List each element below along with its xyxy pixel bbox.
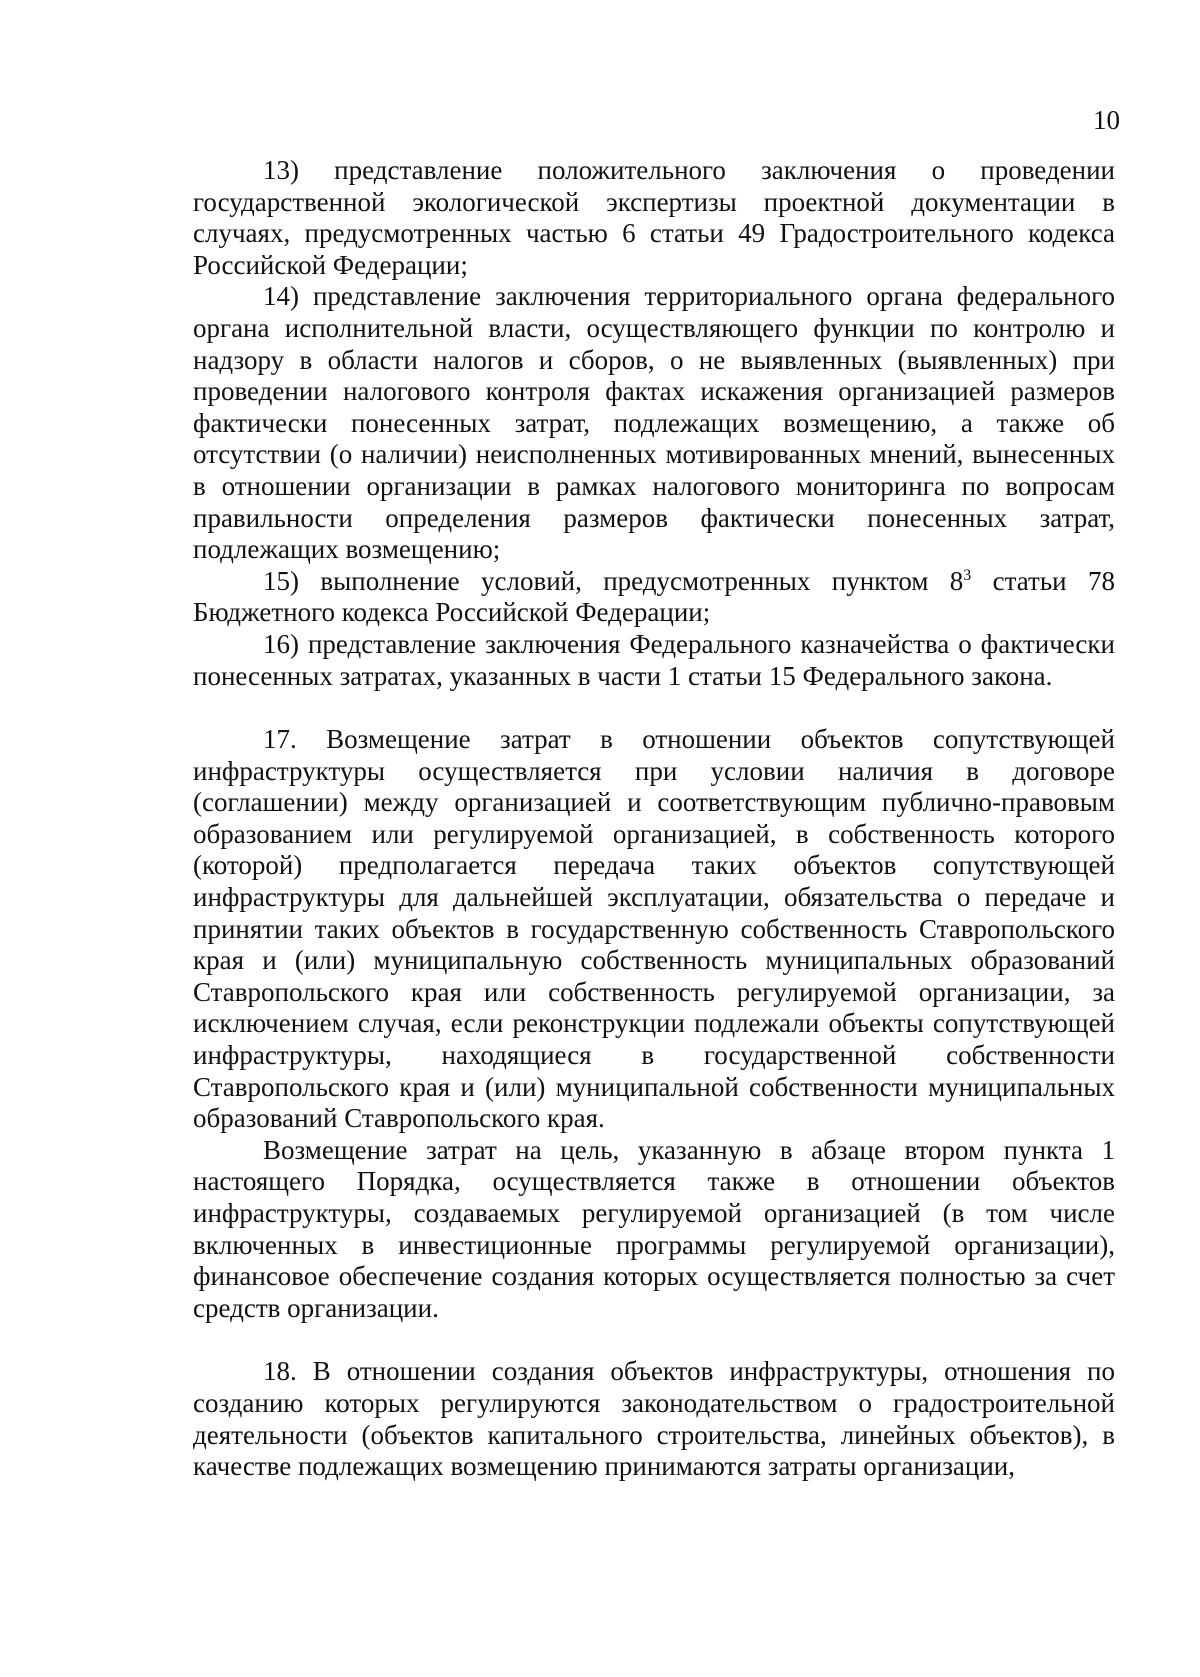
section-gap bbox=[193, 692, 1115, 724]
paragraph-14: 14) представление заключения территориального органа федерального органа исполнительной власти, осуществляющего функции по контролю и надзору в области налогов и сборов, о не выявленных (выявленных) при проведении налогового контроля фактах искажения организацией размеров фактически понесенных затрат, подлежащих возмещению, а также об отсутствии (о наличии) неисполненных мотивированных мнений, вынесенных в отношении организации в рамках налогового мониторинга по вопросам правильности определения размеров фактически понесенных затрат, подлежащих возмещению; bbox=[193, 281, 1115, 565]
paragraph-13: 13) представление положительного заключения о проведении государственной экологической экспертизы проектной документации в случаях, предусмотренных частью 6 статьи 49 Градостроительного кодекса Российской Федерации; bbox=[193, 155, 1115, 280]
paragraph-15-text-end: статьи 78 Бюджетного кодекса Российской Федерации; bbox=[193, 565, 1115, 628]
paragraph-16: 16) представление заключения Федерального казначейства о фактически понесенных затратах, указанных в части 1 статьи 15 Федерального закона. bbox=[193, 628, 1115, 691]
page-number: 10 bbox=[1093, 105, 1120, 135]
paragraph-15 bbox=[193, 566, 1115, 629]
paragraph-18: 18. В отношении создания объектов инфраструктуры, отношения по созданию которых регулируются законодательством о градостроительной деятельности (объектов капитального строительства, линейных объектов), в качестве подлежащих возмещению принимаются затраты организации, bbox=[193, 1356, 1115, 1482]
paragraph-17: 17. Возмещение затрат в отношении объектов сопутствующей инфраструктуры осуществляется при условии наличия в договоре (соглашении) между организацией и соответствующим публично-правовым образованием или регулируемой организацией, в собственность которого (которой) предполагается передача таких объектов сопутствующей инфраструктуры для дальнейшей эксплуатации, обязательства о передаче и принятии таких объектов в государственную собственность Ставропольского края и (или) муниципальную собственность муниципальных образований Ставропольского края или собственность регулируемой организации, за исключением случая, если реконструкции подлежали объекты сопутствующей инфраструктуры, находящиеся в государственной собственности Ставропольского края и (или) муниципальной собственности муниципальных образований Ставропольского края. bbox=[193, 724, 1115, 1134]
section-gap bbox=[193, 1324, 1115, 1356]
paragraph-17-second: Возмещение затрат на цель, указанную в абзаце втором пункта 1 настоящего Порядка, осуществляется также в отношении объектов инфраструктуры, создаваемых регулируемой организацией (в том числе включенных в инвестиционные программы регулируемой организации), финансовое обеспечение создания которых осуществляется полностью за счет средств организации. bbox=[193, 1134, 1115, 1323]
document-body bbox=[193, 155, 1115, 1483]
paragraph-15-text: 15) выполнение условий, предусмотренных пунктом 8 bbox=[263, 565, 964, 596]
superscript-3: 3 bbox=[963, 566, 972, 584]
